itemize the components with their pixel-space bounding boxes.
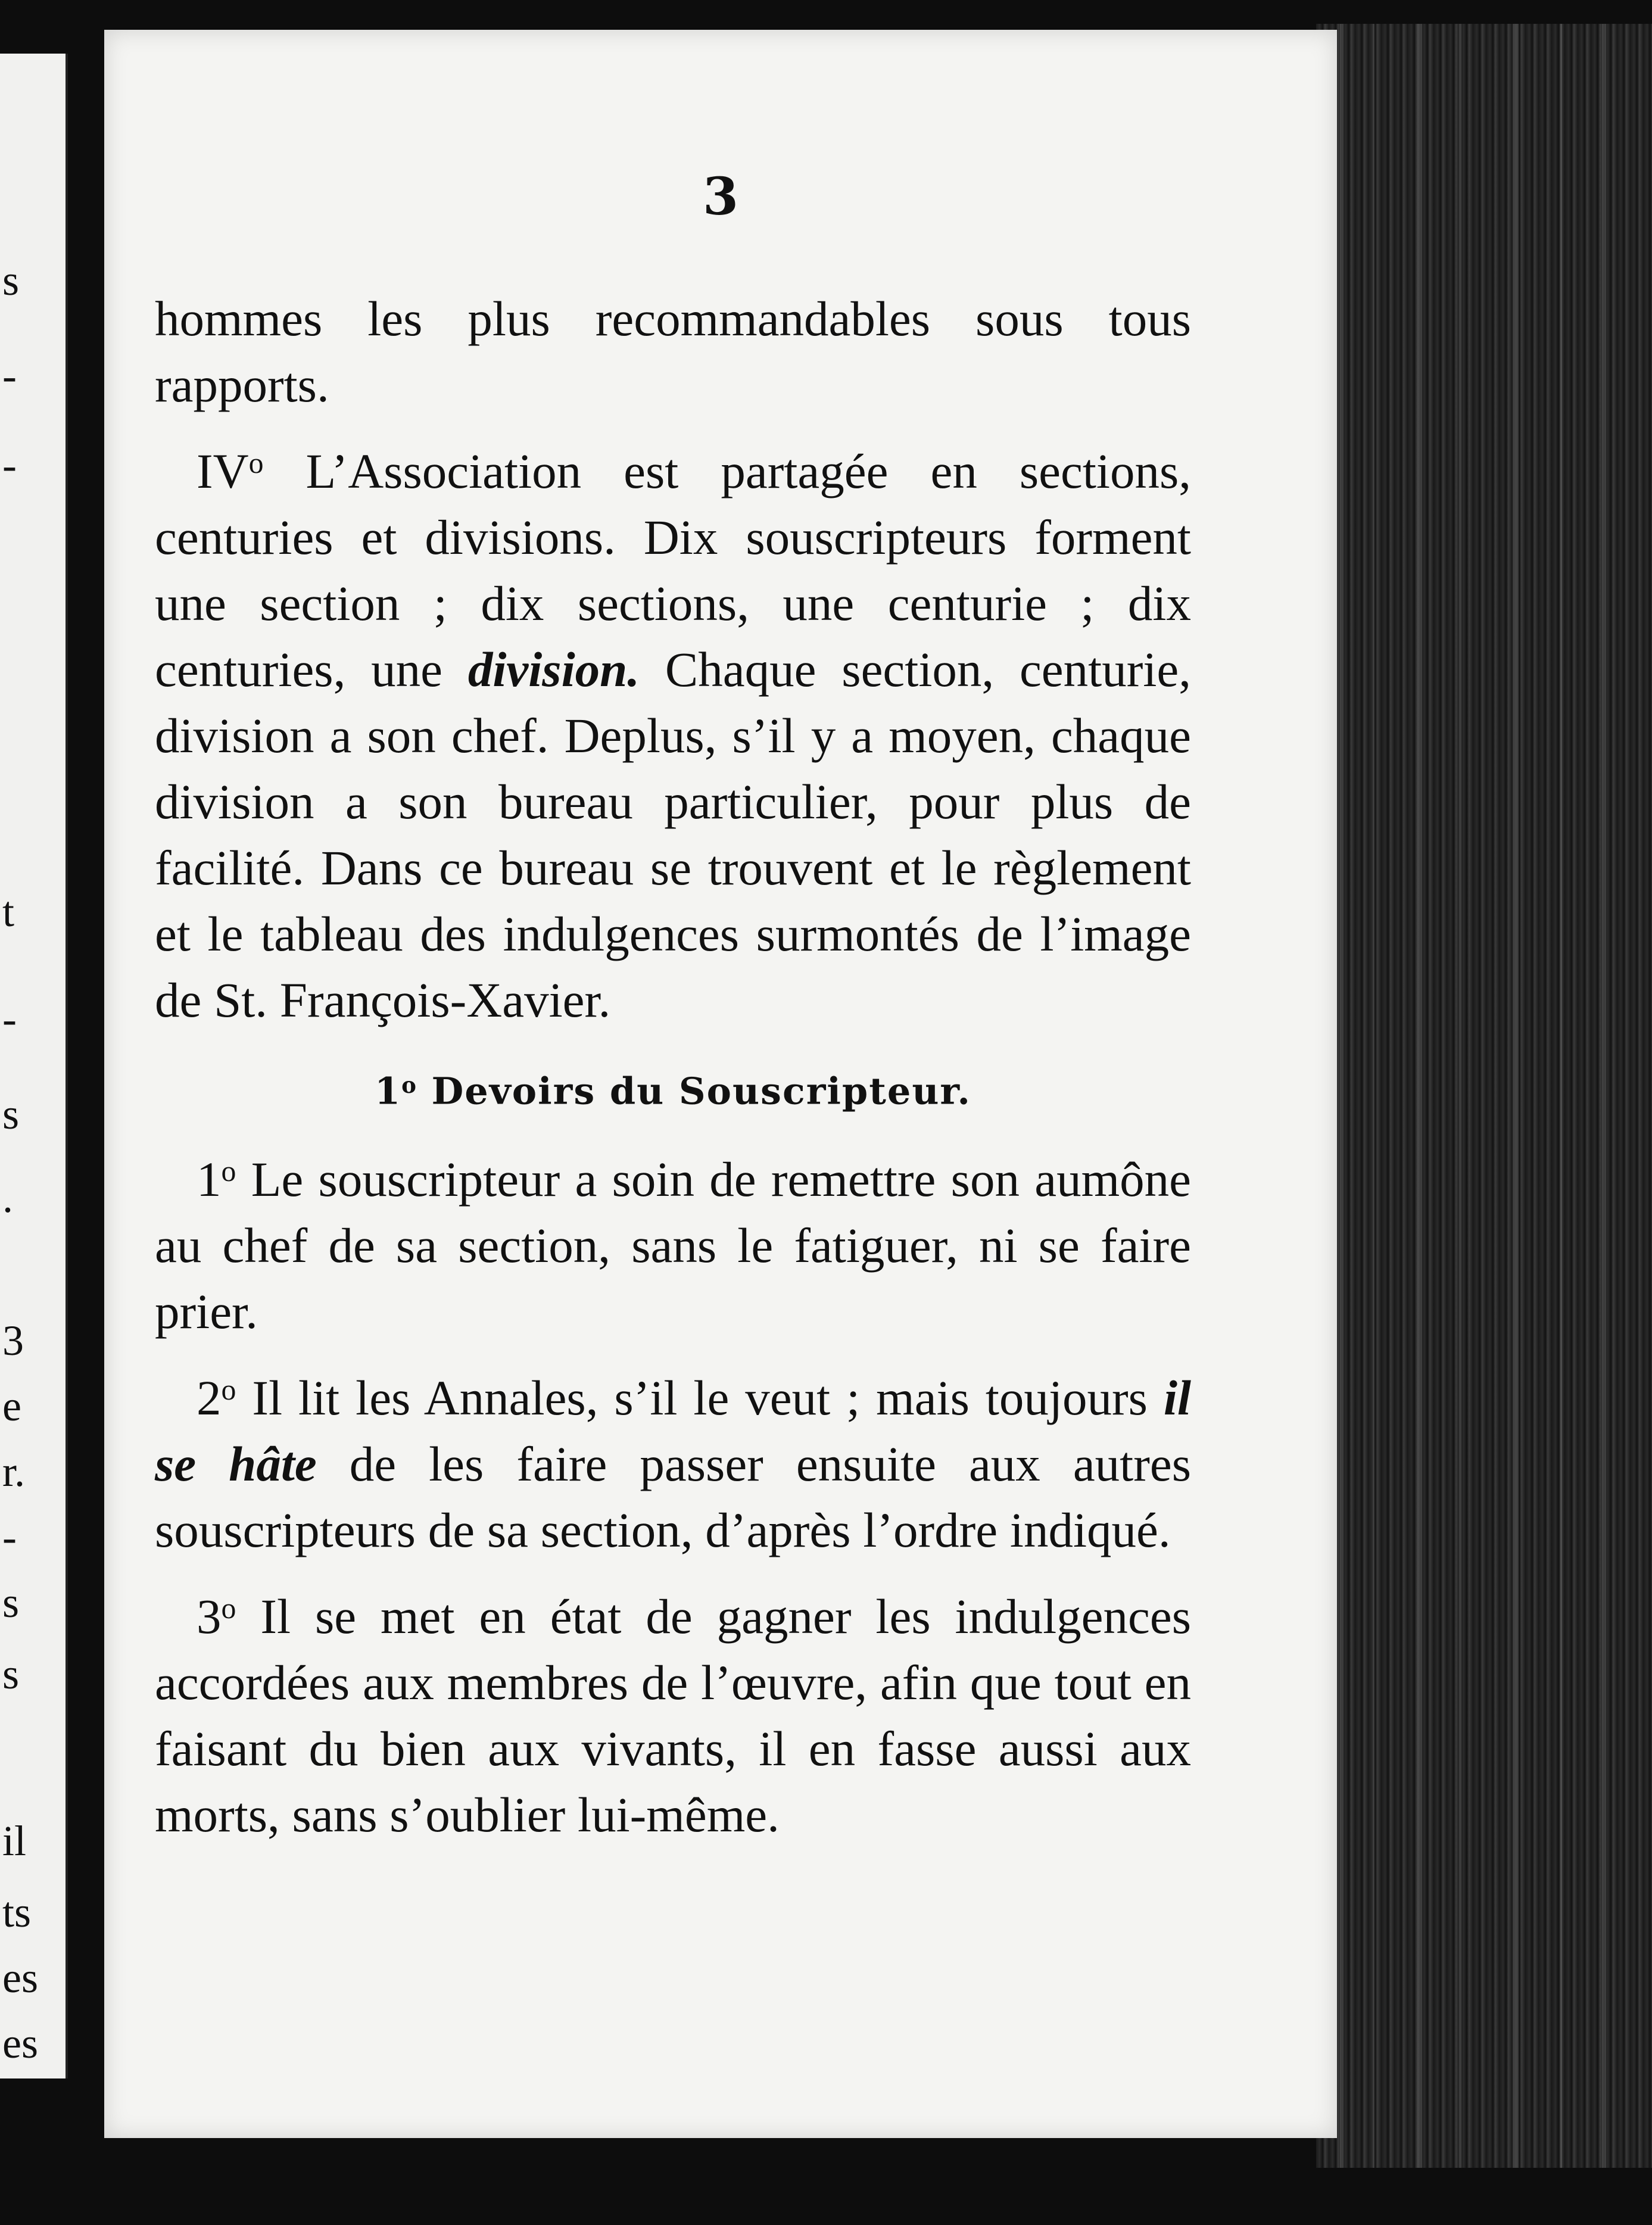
item-number: 1: [197, 1152, 222, 1207]
left-page-fragment: ts: [2, 1889, 32, 1936]
page-number: 3: [703, 167, 738, 227]
emphasis-text: il se hâte: [155, 1370, 1191, 1492]
left-page-fragment: t: [2, 888, 15, 936]
emphasis-text: division.: [467, 641, 640, 697]
left-page-fragment: 3: [2, 1317, 24, 1364]
left-page-fragment: es: [2, 2020, 38, 2067]
ordinal-marker: o: [221, 1373, 236, 1407]
ordinal-marker: o: [221, 1155, 236, 1188]
item-text-after: de les faire passer ensuite aux autres souscripteurs de sa section, d’après l’ordre indiqué.: [155, 1436, 1192, 1558]
left-page-fragment: r.: [2, 1448, 26, 1495]
paragraph-text: L’Association est partagée en sections, centuries et divisions. Dix souscripteurs forment une section ; dix sections, une centurie ; dix centuries, une: [155, 443, 1191, 697]
paragraph-association: [155, 430, 1191, 1033]
item-text: Il se met en état de gagner les indulgences accordées aux membres de l’œuvre, afin que tout en faisant du bien aux vivants, il en fasse aussi aux morts, sans s’oublier lui-même.: [155, 1589, 1191, 1843]
paragraph-prefix: IV: [197, 443, 249, 498]
list-item: [155, 1357, 1191, 1563]
left-page-fragment: -: [2, 1513, 17, 1561]
book-fore-edge: [1316, 24, 1652, 2168]
left-page-fragment: il: [2, 1817, 27, 1865]
paragraph-text: hommes les plus recommandables sous tous rapports.: [155, 291, 1191, 412]
left-page-fragment: s: [2, 257, 20, 304]
paragraph-text-after: Chaque section, centurie, division a son chef. Deplus, s’il y a moyen, chaque division a son bureau particulier, pour plus de facilité. Dans ce bureau se trouvent et le règlement et le tableau des indulgences surmontés de l’image de St. François-Xavier.: [155, 641, 1191, 1027]
heading-number: 1: [374, 1069, 402, 1113]
paragraph-continuation: [155, 286, 1191, 418]
list-item: [155, 1138, 1191, 1345]
list-item: [155, 1575, 1191, 1848]
left-page-fragment: s: [2, 1579, 20, 1626]
left-page-fragment: e: [2, 1382, 21, 1430]
ordinal-marker: o: [221, 1592, 236, 1625]
left-page-fragment: -: [2, 352, 17, 400]
section-heading: [155, 1052, 1191, 1124]
left-page-fragment: s: [2, 1650, 20, 1698]
item-text: Le souscripteur a soin de remettre son aumône au chef de sa section, sans le fatiguer, ni se faire prier.: [155, 1152, 1191, 1339]
ordinal-marker: o: [248, 447, 264, 479]
adjacent-page-strip: [0, 54, 68, 2078]
item-number: 2: [197, 1370, 222, 1426]
item-number: 3: [197, 1589, 222, 1644]
left-page-fragment: s: [2, 1090, 20, 1138]
book-page: [104, 30, 1337, 2138]
left-page-fragment: es: [2, 1954, 38, 2002]
item-text: Il lit les Annales, s’il le veut ; mais toujours: [236, 1370, 1164, 1426]
page-body: [155, 286, 1191, 1848]
left-page-fragment: -: [2, 995, 17, 1043]
left-page-fragment: .: [2, 1174, 13, 1221]
left-page-fragment: -: [2, 441, 17, 489]
ordinal-marker: o: [401, 1071, 417, 1098]
heading-text: Devoirs du Souscripteur.: [417, 1069, 971, 1113]
